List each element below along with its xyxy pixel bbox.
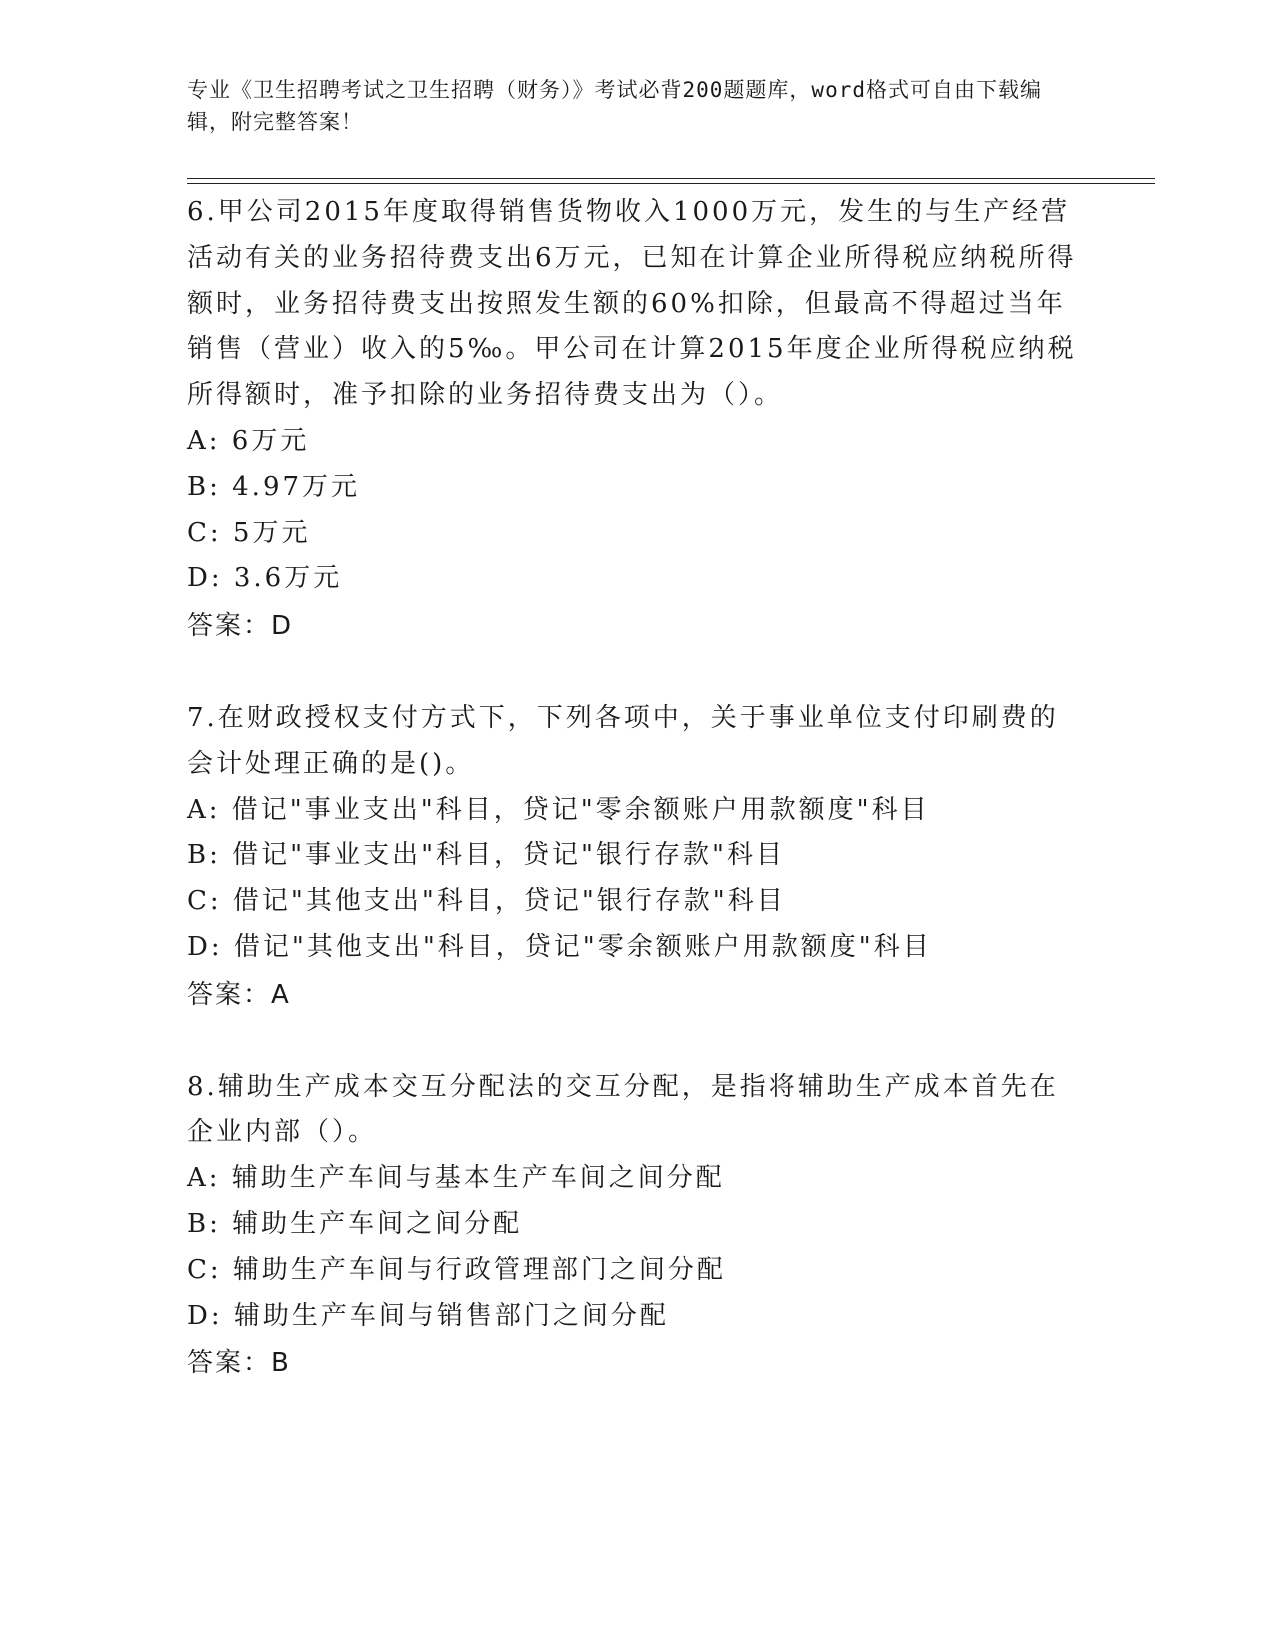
option-c: C: 5万元 [187,517,311,548]
option-b: B: 4.97万元 [187,471,361,502]
answer: 答案：B [187,1348,291,1379]
document-header: 专业《卫生招聘考试之卫生招聘（财务）》考试必背200题题库，word格式可自由下载编辑，附完整答案！ [187,78,1042,134]
question-7 [187,696,1087,1019]
question-stem: 6.甲公司2015年度取得销售货物收入1000万元，发生的与生产经营活动有关的业务招待费支出6万元，已知在计算企业所得税应纳税所得额时，业务招待费支出按照发生额的60%扣除，但最高不得超过当年销售（营业）收入的5‰。甲公司在计算2015年度企业所得税应纳税所得额时，准予扣除的业务招待费支出为（）。 [187,197,1077,411]
option-b: B: 借记"事业支出"科目，贷记"银行存款"科目 [187,840,785,871]
option-d: D: 3.6万元 [187,563,343,594]
option-b: B: 辅助生产车间之间分配 [187,1208,523,1239]
answer: 答案：D [187,611,294,642]
question-list [187,190,1087,1433]
option-d: D: 借记"其他支出"科目，贷记"零余额账户用款额度"科目 [187,931,932,962]
question-stem: 7.在财政授权支付方式下，下列各项中，关于事业单位支付印刷费的会计处理正确的是()。 [187,702,1059,779]
option-a: A: 借记"事业支出"科目，贷记"零余额账户用款额度"科目 [187,794,930,825]
question-6 [187,190,1087,650]
option-a: A: 辅助生产车间与基本生产车间之间分配 [187,1163,725,1194]
option-d: D: 辅助生产车间与销售部门之间分配 [187,1300,669,1331]
question-stem: 8.辅助生产成本交互分配法的交互分配，是指将辅助生产成本首先在企业内部（）。 [187,1071,1059,1148]
answer: 答案：A [187,979,291,1010]
option-a: A: 6万元 [187,425,310,456]
header-divider-top [187,178,1155,179]
option-c: C: 辅助生产车间与行政管理部门之间分配 [187,1254,726,1285]
question-8 [187,1065,1087,1388]
header-divider-bottom [187,183,1155,184]
option-c: C: 借记"其他支出"科目，贷记"银行存款"科目 [187,886,786,917]
